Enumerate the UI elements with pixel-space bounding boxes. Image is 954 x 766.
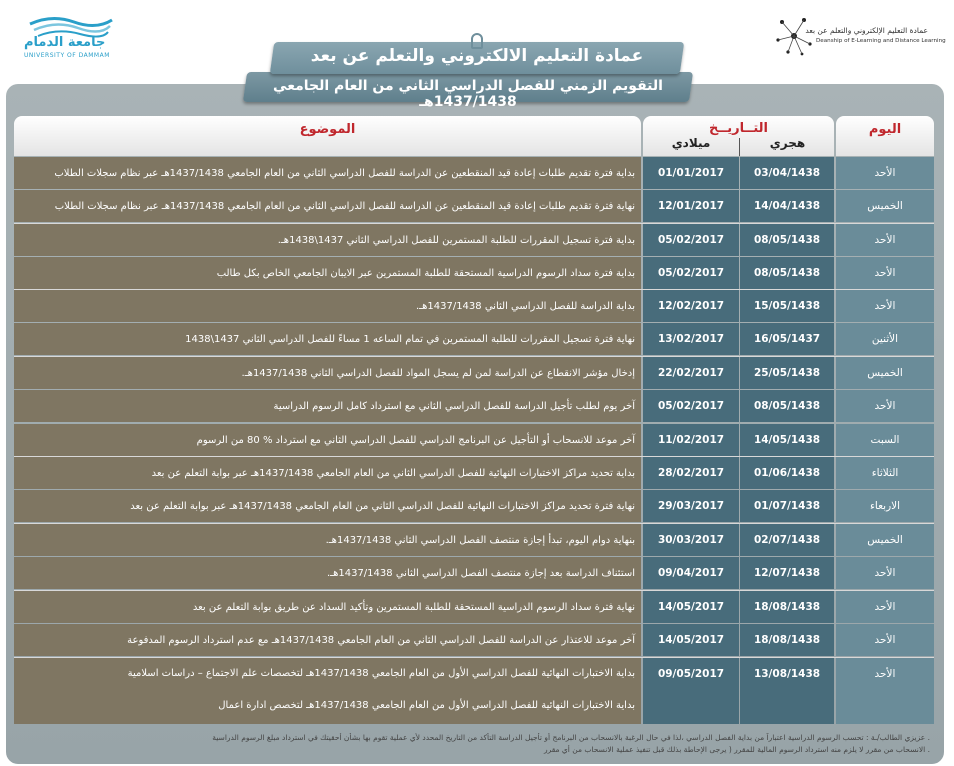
university-logo-arabic: جامعة الدمام — [24, 35, 106, 50]
day-cell: الخميس — [836, 524, 934, 556]
column-header-date-label: التــاريــخ — [708, 121, 769, 136]
page-subtitle: التقويم الزمني للفصل الدراسي الثاني من العام الجامعي 1437/1438هـ — [273, 78, 663, 110]
topic-cell: آخر موعد للاعتذار عن الدراسة للفصل الدراسي الثاني من العام الجامعي 1437/1438هـ مع عدم استرداد الرسوم المدفوعة — [14, 624, 641, 656]
day-cell: الأحد — [836, 390, 934, 422]
table-row — [0, 323, 954, 355]
day-cell: الأحد — [836, 157, 934, 189]
topic-cell: بداية فترة تسجيل المقررات للطلبة المستمرين للفصل الدراسي الثاني 1437\1438هـ. — [14, 224, 641, 256]
deanship-logo-icon — [772, 14, 816, 58]
university-logo-icon — [22, 10, 118, 58]
pin-icon — [471, 33, 483, 49]
row-separator — [14, 289, 934, 290]
day-cell: الأحد — [836, 224, 934, 256]
day-cell: الثلاثاء — [836, 457, 934, 489]
day-cell: الأحد — [836, 658, 934, 724]
table-row — [0, 224, 954, 256]
hijri-date-cell: 08/05/1438 — [740, 257, 834, 289]
table-row — [0, 524, 954, 556]
table-row — [0, 290, 954, 322]
hijri-date-cell: 16/05/1437 — [740, 323, 834, 355]
gregorian-date-cell: 29/03/2017 — [643, 490, 739, 522]
gregorian-date-cell: 13/02/2017 — [643, 323, 739, 355]
table-row — [0, 157, 954, 189]
gregorian-date-cell: 09/04/2017 — [643, 557, 739, 589]
topic-cell: آخر موعد للانسحاب أو التأجيل عن البرنامج الدراسي للفصل الدراسي الثاني مع استرداد % 80 من الرسوم — [14, 424, 641, 456]
row-separator — [14, 456, 934, 457]
topic-cell: بداية تحديد مراكز الاختبارات النهائية للفصل الدراسي الثاني من العام الجامعي 1437/1438هـ عبر بوابة التعلم عن بعد — [14, 457, 641, 489]
topic-cell: نهاية فترة سداد الرسوم الدراسية المستحقة للطلبة المستمرين وتأكيد السداد عن طريق بوابة التعلم عن بعد — [14, 591, 641, 623]
footer-note-1: . عزيزي الطالب/ـة : تحسب الرسوم الدراسية اعتباراً من بداية الفصل الدراسي ،لذا في حال الرغبة بالانسحاب من البرنامج أو تأجيل الدراسة التأكد من التاريخ المحدد لأي عملية تقوم بها بشأن أحقيتك في استرداد مبلغ الرسوم الدراسية — [212, 733, 930, 742]
hijri-date-cell: 01/07/1438 — [740, 490, 834, 522]
day-cell: الاربعاء — [836, 490, 934, 522]
gregorian-date-cell: 05/02/2017 — [643, 257, 739, 289]
day-cell: الأحد — [836, 290, 934, 322]
day-cell: الأحد — [836, 591, 934, 623]
table-row — [0, 190, 954, 222]
topic-cell: بداية الدراسة للفصل الدراسي الثاني 1437/1438هـ. — [14, 290, 641, 322]
topic-cell: نهاية فترة تحديد مراكز الاختبارات النهائية للفصل الدراسي الثاني من العام الجامعي 1437/1438هـ عبر بوابة التعلم عن بعد — [14, 490, 641, 522]
topic-cell: آخر يوم لطلب تأجيل الدراسة للفصل الدراسي الثاني مع استرداد كامل الرسوم الدراسية — [14, 390, 641, 422]
day-cell: الأحد — [836, 624, 934, 656]
hijri-date-cell: 02/07/1438 — [740, 524, 834, 556]
gregorian-date-cell: 30/03/2017 — [643, 524, 739, 556]
footer-note-2: . الانسحاب من مقرر لا يلزم منه استرداد الرسوم المالية للمقرر ( يرجى الإحاطة بذلك قبل تنفيذ عملية الانسحاب من أي مقرر — [543, 745, 930, 754]
table-row — [0, 490, 954, 522]
deanship-logo-arabic: عمادة التعليم الإلكتروني والتعلم عن بعد — [805, 26, 928, 35]
day-cell: الأحد — [836, 257, 934, 289]
hijri-date-cell: 25/05/1438 — [740, 357, 834, 389]
row-separator — [14, 590, 934, 591]
table-row — [0, 624, 954, 656]
hijri-date-cell: 08/05/1438 — [740, 390, 834, 422]
row-separator — [14, 523, 934, 524]
topic-cell: بداية فترة سداد الرسوم الدراسية المستحقة للطلبة المستمرين عبر الايبان الجامعي الخاص بكل طالب — [14, 257, 641, 289]
page-title: عمادة التعليم الالكتروني والتعلم عن بعد — [310, 46, 644, 66]
table-row — [0, 591, 954, 623]
topic-cell: نهاية فترة تقديم طلبات إعادة قيد المنقطعين عن الدراسة للفصل الدراسي الثاني من العام الجامعي 1437/1438هـ عبر نظام سجلات الطلاب — [14, 190, 641, 222]
topic-cell: بداية فترة تقديم طلبات إعادة قيد المنقطعين عن الدراسة للفصل الدراسي الثاني من العام الجامعي 1437/1438هـ عبر نظام سجلات الطلاب — [14, 157, 641, 189]
gregorian-date-cell: 09/05/2017 — [643, 658, 739, 724]
table-row — [0, 658, 954, 724]
topic-line: بداية الاختبارات النهائية للفصل الدراسي الأول من العام الجامعي 1437/1438هـ لتخصص ادارة اعمال — [218, 700, 635, 711]
deanship-logo-english: Deanship of E-Learning and Distance Learning — [816, 38, 946, 44]
column-header-date — [643, 116, 834, 156]
gregorian-date-cell: 12/01/2017 — [643, 190, 739, 222]
hijri-date-cell: 12/07/1438 — [740, 557, 834, 589]
gregorian-date-cell: 11/02/2017 — [643, 424, 739, 456]
table-row — [0, 390, 954, 422]
hijri-date-cell: 18/08/1438 — [740, 624, 834, 656]
column-header-hijri: هجري — [769, 136, 806, 150]
column-header-day: اليوم — [836, 116, 934, 156]
gregorian-date-cell: 05/02/2017 — [643, 224, 739, 256]
column-header-gregorian: ميلادي — [671, 136, 711, 150]
gregorian-date-cell: 12/02/2017 — [643, 290, 739, 322]
day-cell: السبت — [836, 424, 934, 456]
row-separator — [14, 223, 934, 224]
gregorian-date-cell: 05/02/2017 — [643, 390, 739, 422]
day-cell: الأثنين — [836, 323, 934, 355]
gregorian-date-cell: 01/01/2017 — [643, 157, 739, 189]
gregorian-date-cell: 14/05/2017 — [643, 591, 739, 623]
hijri-date-cell: 14/05/1438 — [740, 424, 834, 456]
gregorian-date-cell: 14/05/2017 — [643, 624, 739, 656]
topic-cell: نهاية فترة تسجيل المقررات للطلبة المستمرين في تمام الساعه 1 مساءً للفصل الدراسي الثاني 1437\1438 — [14, 323, 641, 355]
topic-cell: بنهاية دوام اليوم، تبدأ إجازة منتصف الفصل الدراسي الثاني 1437/1438هـ. — [14, 524, 641, 556]
hijri-date-cell: 14/04/1438 — [740, 190, 834, 222]
university-logo-english: UNIVERSITY OF DAMMAM — [24, 52, 110, 59]
gregorian-date-cell: 22/02/2017 — [643, 357, 739, 389]
column-divider — [739, 138, 740, 156]
hijri-date-cell: 01/06/1438 — [740, 457, 834, 489]
gregorian-date-cell: 28/02/2017 — [643, 457, 739, 489]
topic-cell — [14, 658, 641, 724]
day-cell: الخميس — [836, 190, 934, 222]
day-cell: الأحد — [836, 557, 934, 589]
row-separator — [14, 356, 934, 357]
hijri-date-cell: 08/05/1438 — [740, 224, 834, 256]
table-row — [0, 557, 954, 589]
topic-line: بداية الاختبارات النهائية للفصل الدراسي الأول من العام الجامعي 1437/1438هـ لتخصصات علم الاجتماع – دراسات اسلامية — [127, 668, 635, 679]
hijri-date-cell: 03/04/1438 — [740, 157, 834, 189]
hijri-date-cell: 15/05/1438 — [740, 290, 834, 322]
hijri-date-cell: 13/08/1438 — [740, 658, 834, 724]
table-row — [0, 357, 954, 389]
table-row — [0, 424, 954, 456]
row-separator — [14, 657, 934, 658]
table-row — [0, 457, 954, 489]
table-row — [0, 257, 954, 289]
topic-cell: إدخال مؤشر الانقطاع عن الدراسة لمن لم يسجل المواد للفصل الدراسي الثاني 1437/1438هـ. — [14, 357, 641, 389]
column-header-topic: الموضوع — [14, 116, 641, 156]
hijri-date-cell: 18/08/1438 — [740, 591, 834, 623]
day-cell: الخميس — [836, 357, 934, 389]
topic-cell: استئناف الدراسة بعد إجازة منتصف الفصل الدراسي الثاني 1437/1438هـ. — [14, 557, 641, 589]
